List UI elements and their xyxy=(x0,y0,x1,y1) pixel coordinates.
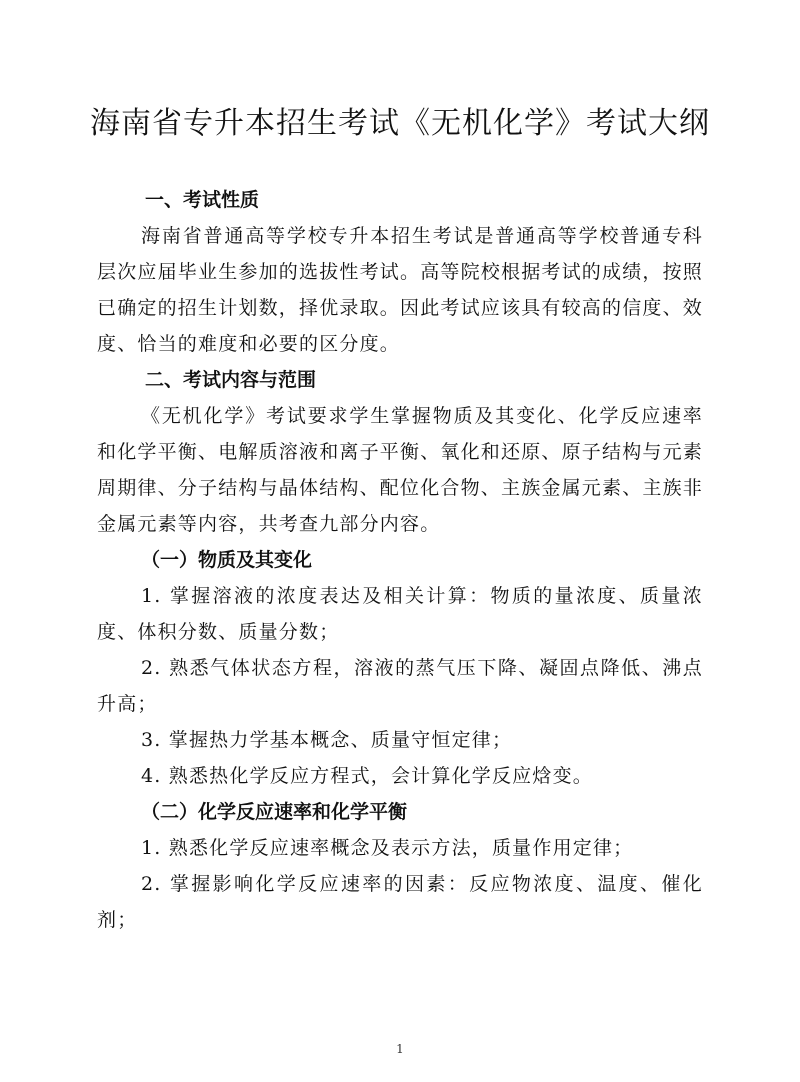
section-heading-content-scope: 二、考试内容与范围 xyxy=(145,369,317,391)
page-number: 1 xyxy=(396,1042,404,1056)
list-item: 3. 掌握热力学基本概念、质量守恒定律； xyxy=(141,729,513,751)
document-body xyxy=(97,182,703,938)
list-item: 1. 熟悉化学反应速率概念及表示方法，质量作用定律； xyxy=(141,837,634,859)
paragraph-content-scope: 《无机化学》考试要求学生掌握物质及其变化、化学反应速率和化学平衡、电解质溶液和离子平衡、氧化和还原、原子结构与元素周期律、分子结构与晶体结构、配位化合物、主族金属元素、主族非金属元素等内容，共考查九部分内容。 xyxy=(97,405,704,535)
subsection-heading-matter: （一）物质及其变化 xyxy=(141,549,313,571)
paragraph-exam-nature: 海南省普通高等学校专升本招生考试是普通高等学校普通专科层次应届毕业生参加的选拔性考试。高等院校根据考试的成绩，按照已确定的招生计划数，择优录取。因此考试应该具有较高的信度、效度、恰当的难度和必要的区分度。 xyxy=(97,225,704,355)
list-item: 4. 熟悉热化学反应方程式，会计算化学反应焓变。 xyxy=(141,765,593,787)
section-heading-nature: 一、考试性质 xyxy=(145,189,260,211)
list-item: 1. 掌握溶液的浓度表达及相关计算：物质的量浓度、质量浓度、体积分数、质量分数； xyxy=(97,585,703,643)
document-title: 海南省专升本招生考试《无机化学》考试大纲 xyxy=(90,106,710,141)
list-item: 2. 熟悉气体状态方程，溶液的蒸气压下降、凝固点降低、沸点升高； xyxy=(97,657,703,715)
subsection-heading-kinetics: （二）化学反应速率和化学平衡 xyxy=(141,801,408,823)
list-item: 2. 掌握影响化学反应速率的因素：反应物浓度、温度、催化剂； xyxy=(97,873,703,931)
